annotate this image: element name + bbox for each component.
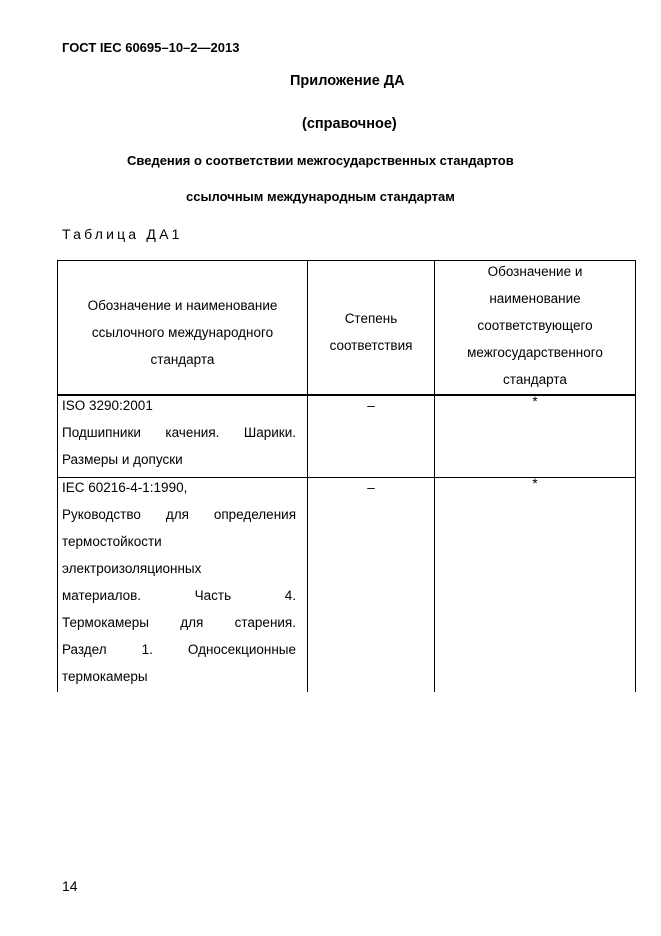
row-line: Подшипники качения. Шарики. xyxy=(62,425,296,440)
annex-kind: (справочное) xyxy=(302,116,397,132)
row-line: IEC 60216-4-1:1990, xyxy=(62,480,188,495)
header-line: соответствующего xyxy=(477,317,593,333)
page-number: 14 xyxy=(62,878,78,894)
row-line: термокамеры xyxy=(62,669,148,684)
row-line: Раздел 1. Односекционные xyxy=(62,642,296,657)
row-line: термостойкости xyxy=(62,534,162,549)
header-col-national xyxy=(435,255,635,395)
row-degree: – xyxy=(367,480,375,495)
row-line: Размеры и допуски xyxy=(62,452,183,467)
row-line: Руководство для определения xyxy=(62,507,296,522)
header-line: наименование xyxy=(489,290,581,306)
table-border-right xyxy=(635,260,636,692)
annex-heading-line-1: Сведения о соответствии межгосударственных стандартов xyxy=(127,153,514,168)
row-line: электроизоляционных xyxy=(62,561,202,576)
annex-heading-line-2: ссылочным международным стандартам xyxy=(186,189,455,204)
table-caption: Таблица ДА1 xyxy=(62,226,183,242)
row-line: материалов. Часть 4. xyxy=(62,588,296,603)
row-national: * xyxy=(532,394,538,409)
row-degree: – xyxy=(367,398,375,413)
header-line: стандарта xyxy=(503,371,567,387)
header-line: соответствия xyxy=(329,338,413,353)
header-line: Степень xyxy=(344,311,398,326)
header-line: Обозначение и xyxy=(487,263,583,279)
header-col-degree xyxy=(308,270,434,394)
header-line: межгосударственного xyxy=(467,344,603,360)
row-line: Термокамеры для старения. xyxy=(62,615,296,630)
table-row xyxy=(62,392,296,473)
row-line: ISO 3290:2001 xyxy=(62,398,153,413)
correspondence-table xyxy=(57,260,636,692)
header-line: ссылочного международного xyxy=(91,324,274,340)
header-line: стандарта xyxy=(150,351,215,367)
header-line: Обозначение и наименование xyxy=(87,297,278,313)
table-row xyxy=(62,474,296,690)
row-national: * xyxy=(532,476,538,491)
standard-code: ГОСТ IEC 60695–10–2—2013 xyxy=(62,40,240,55)
header-col-reference xyxy=(58,280,307,384)
annex-title: Приложение ДА xyxy=(290,73,405,89)
